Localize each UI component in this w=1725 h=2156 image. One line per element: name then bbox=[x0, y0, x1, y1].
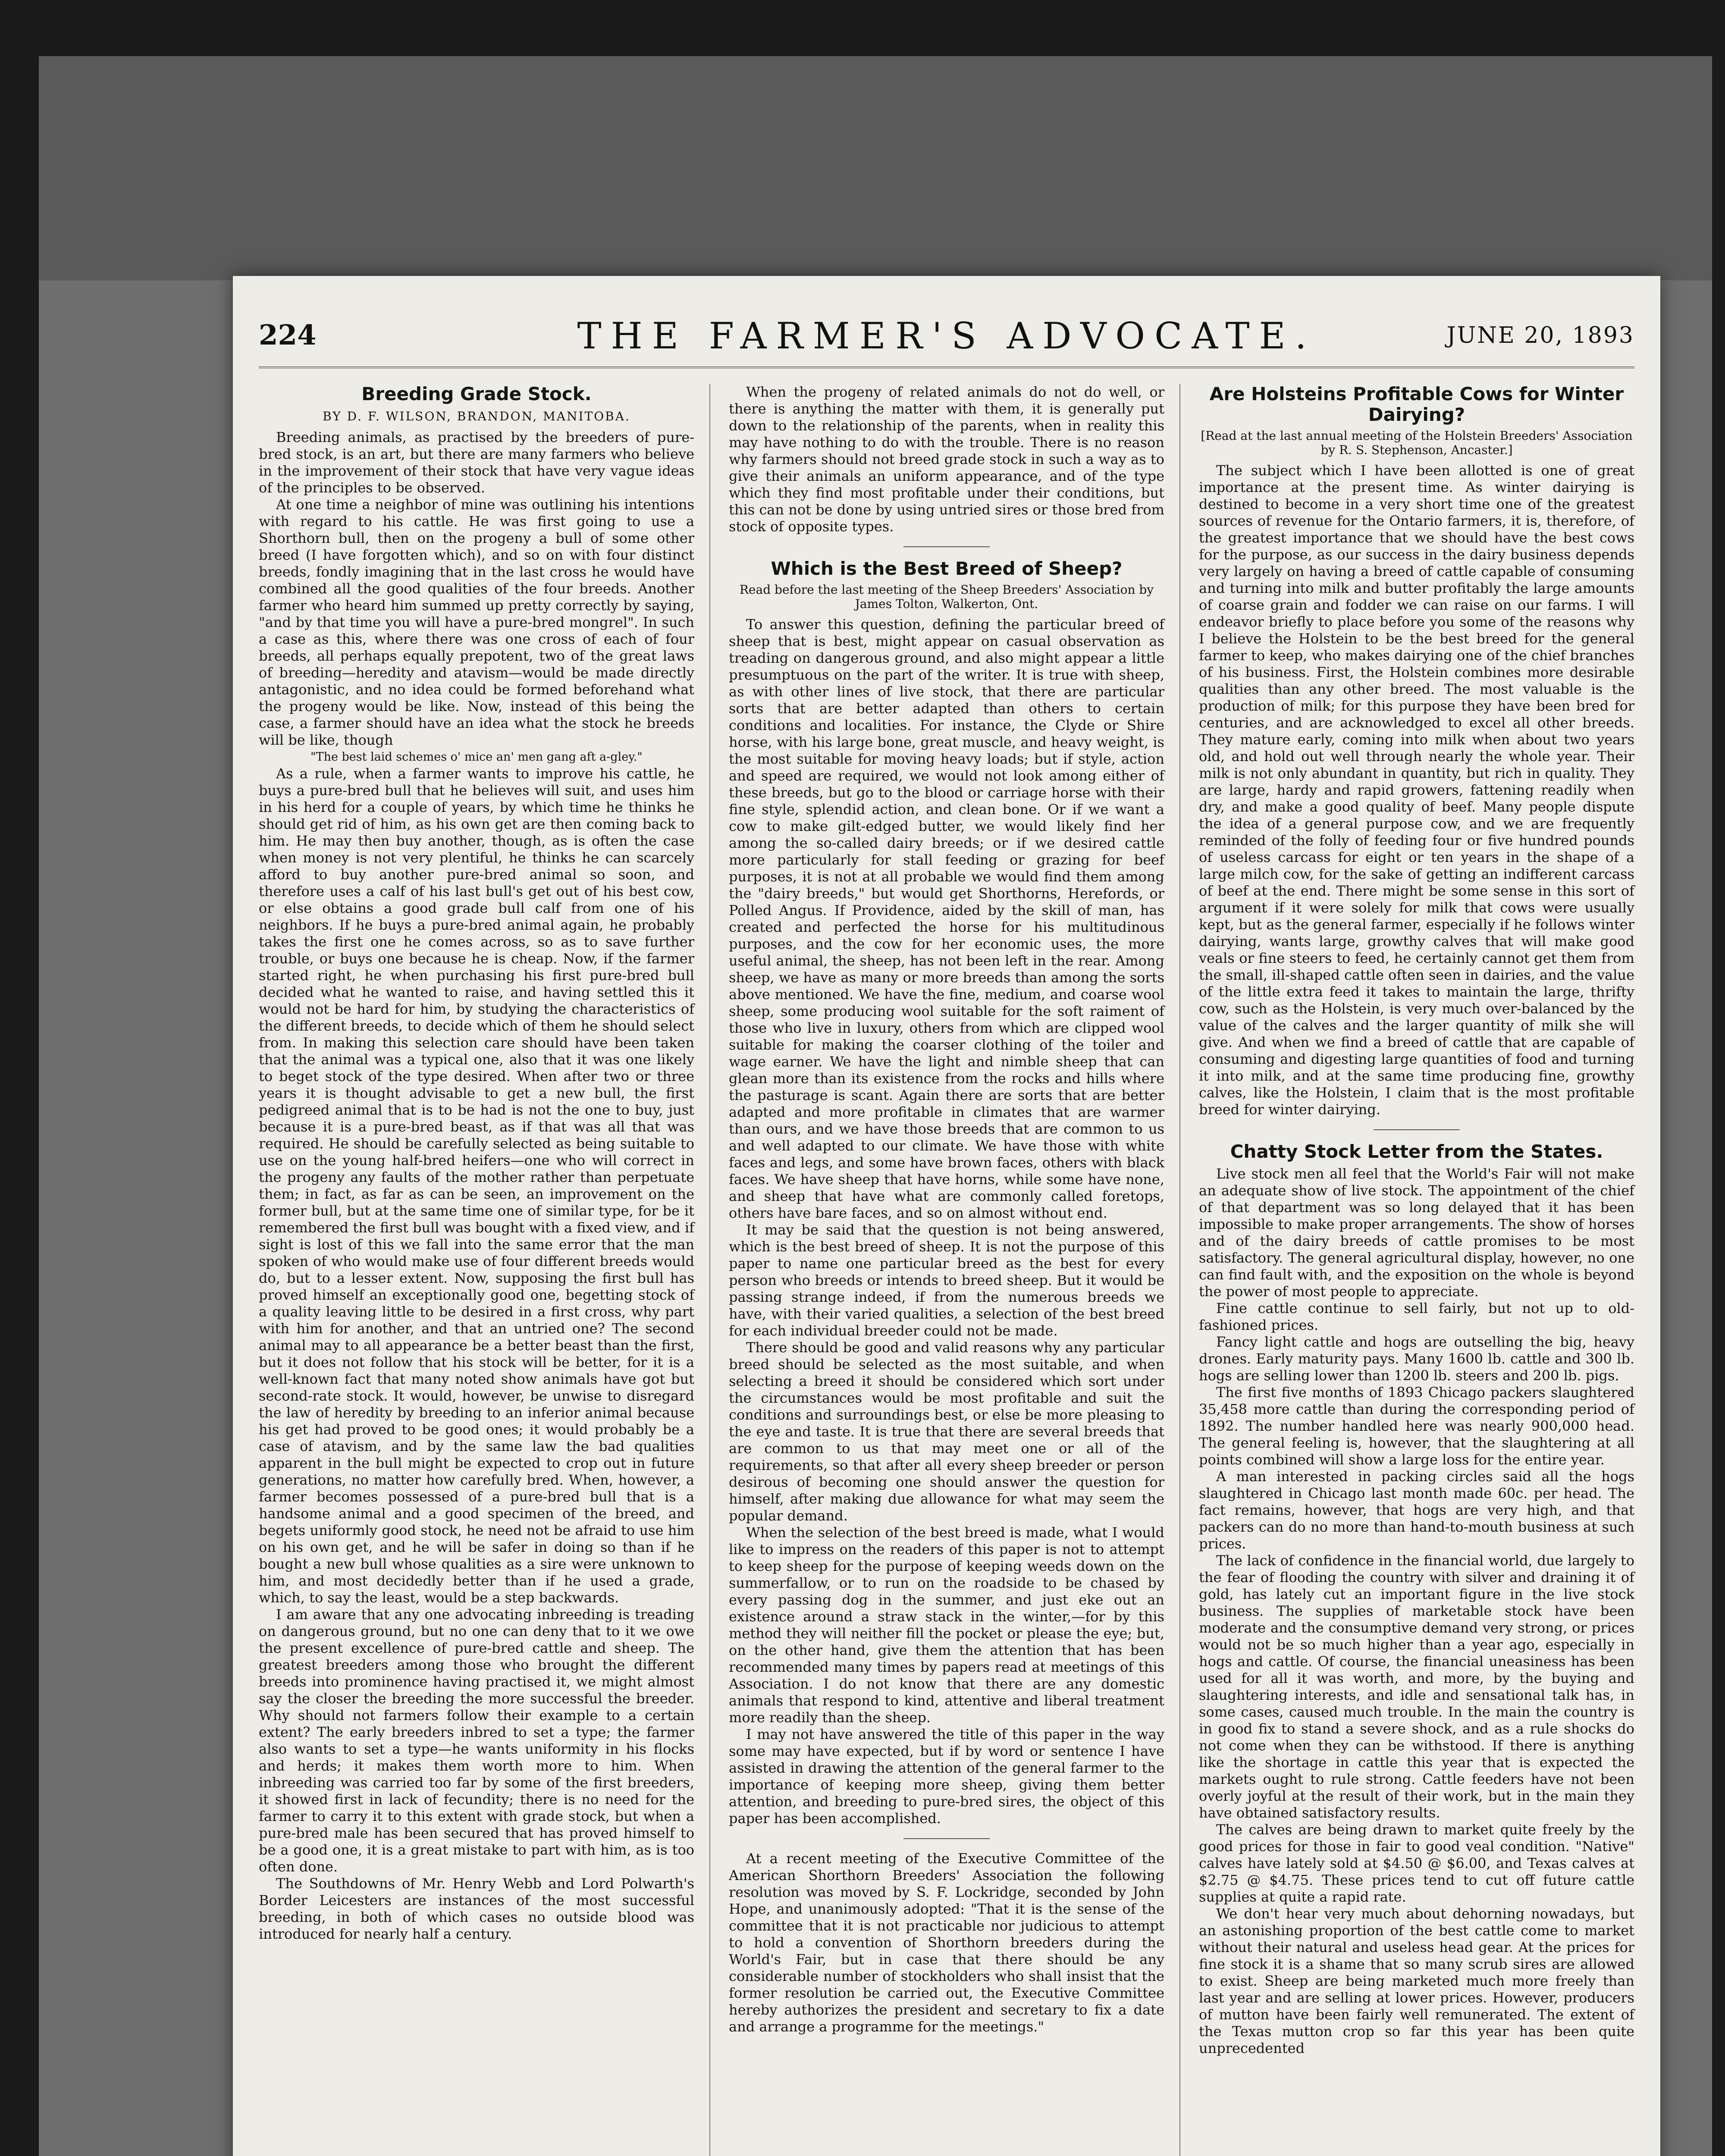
column-rule bbox=[1179, 384, 1180, 2156]
paragraph: A man interested in packing circles said all the hogs slaughtered in Chicago last month made 60c. per head. The fact remains, however, that hogs are very high, and that packers can do no more than hand-to-mouth business at such prices. bbox=[1199, 1468, 1634, 1552]
divider bbox=[1374, 1129, 1460, 1130]
page-number: 224 bbox=[259, 319, 317, 351]
paragraph: We don't hear very much about dehorning nowadays, but an astonishing proportion of the best cattle come to market without their natural and useless head gear. At the prices for fine stock it is a shame that so many scrub sires are allowed to exist. Sheep are being marketed much more freely than last year and are selling at lower prices. However, producers of mutton have been fairly well remunerated. The extent of the Texas mutton crop so far this year has been quite unprecedented bbox=[1199, 1905, 1634, 2056]
masthead: THE FARMER'S ADVOCATE. bbox=[577, 315, 1316, 357]
paragraph: At a recent meeting of the Executive Committee of the American Shorthorn Breeders' Association the following resolution was moved by S. F. Lockridge, seconded by John Hope, and unanimously adopted: "That it is the sense of the committee that it is not practicable nor judicious to attempt to hold a convention of Shorthorn breeders during the World's Fair, but in case that there should be any considerable number of stockholders who shall insist that the former resolution be carried out, the Executive Committee hereby authorizes the president and secretary to fix a date and arrange a programme for the meetings." bbox=[729, 1850, 1164, 2035]
paragraph: The Southdowns of Mr. Henry Webb and Lord Polwarth's Border Leicesters are instances of the most successful breeding, in both of which cases no outside blood was introduced for nearly half a century. bbox=[259, 1875, 694, 1942]
article-note: Read before the last meeting of the Sheep Breeders' Association by James Tolton, Walkerton, Ont. bbox=[739, 583, 1154, 611]
paragraph: Breeding animals, as practised by the breeders of pure-bred stock, is an art, but there are many farmers who believe in the improvement of their stock that have very vague ideas of the principles to be observed. bbox=[259, 429, 694, 496]
article-title: Are Holsteins Profitable Cows for Winter Dairying? bbox=[1209, 383, 1624, 425]
scan-top-shadow bbox=[39, 56, 1712, 280]
paragraph: At one time a neighbor of mine was outlining his intentions with regard to his cattle. He was first going to use a Shorthorn bull, then on the progeny a bull of some other breed (I have forgotten which), and so on with four distinct breeds, fondly imagining that in the last cross he would have combined all the good qualities of the four breeds. Another farmer who heard him summed up pretty correctly by saying, "and by that time you will have a pure-bred mongrel". In such a case as this, where there was one cross of each of four breeds, all perhaps equally prepotent, two of the great laws of breeding—heredity and atavism—would be made directly antagonistic, and no idea could be formed beforehand what the progeny would be like. Now, instead of this being the case, a farmer should have an idea what the stock he breeds will be like, though bbox=[259, 496, 694, 748]
paragraph: When the progeny of related animals do not do well, or there is anything the matter with them, it is generally put down to the relationship of the parents, when in reality this may have nothing to do with the trouble. There is no reason why farmers should not breed grade stock in such a way as to give their animals an uniform appearance, and of the type which they find most profitable under their conditions, but this can not be done by using untried sires or those bred from stock of opposite types. bbox=[729, 384, 1164, 535]
paragraph: As a rule, when a farmer wants to improve his cattle, he buys a pure-bred bull that he believes will suit, and uses him in his herd for a couple of years, by which time he thinks he should get rid of him, as his own get are then coming back to him. He may then buy another, though, as is often the case when money is not very plentiful, he thinks he can scarcely afford to buy another pure-bred animal so soon, and therefore uses a calf of his last bull's get out of his best cow, or else obtains a good grade bull calf from one of his neighbors. If he buys a pure-bred animal again, he probably takes the first one he comes across, so as to save further trouble, or buys one because he is cheap. Now, if the farmer started right, he when purchasing his first pure-bred bull decided what he wanted to raise, and having settled this it would not be hard for him, by studying the characteristics of the different breeds, to decide which of them he should select from. In making this selection care should have been taken that the animal was a typical one, also that it was one likely to beget stock of the type desired. When after two or three years it is thought advisable to get a new bull, the first pedigreed animal that is to be had is not the one to buy, just because it is a pure-bred beast, as if that was all that was required. He should be carefully selected as being suitable to use on the young half-bred heifers—one who will correct in the progeny any faults of the mother rather than perpetuate them; in fact, as far as can be seen, an improvement on the former bull, but at the same time one of similar type, for be it remembered the first bull was bought with a fixed view, and if sight is lost of this we fall into the same error that the man spoken of who would make use of four different breeds would do, but to a lesser extent. Now, supposing the first bull has proved himself an exceptionally good one, begetting stock of a quality leaving little to be desired in a first cross, why part with him for another, and that an untried one? The second animal may to all appearance be a better beast than the first, but it does not follow that his stock will be better, for it is a well-known fact that many noted show animals have got but second-rate stock. It would, however, be unwise to disregard the law of heredity by breeding to an inferior animal because his get had proved to be good ones; it would probably be a case of atavism, and by the same law the bad qualities apparent in the bull might be expected to crop out in future generations, no matter how carefully bred. When, however, a farmer becomes possessed of a pure-bred bull that is a handsome animal and a good specimen of the breed, and begets uniformly good stock, he need not be afraid to use him on his own get, and he will be safer in doing so than if he bought a new bull whose qualities as a sire were unknown to him, and most decidedly better than if he used a grade, which, to say the least, would be a step backwards. bbox=[259, 765, 694, 1606]
article-title: Breeding Grade Stock. bbox=[361, 383, 592, 404]
article-title: Chatty Stock Letter from the States. bbox=[1230, 1141, 1603, 1162]
paragraph: The subject which I have been allotted is one of great importance at the present time. As winter dairying is destined to become in a very short time one of the greatest sources of revenue for the Ontario farmers, it is, therefore, of the greatest importance that we should have the best cows for the purpose, as our success in the dairy business depends very largely on having a breed of cattle capable of consuming and turning into milk and butter profitably the large amounts of coarse grain and fodder we can raise on our farms. I will endeavor briefly to place before you some of the reasons why I believe the Holstein to be the best breed for the general farmer to keep, who makes dairying one of the chief branches of his business. First, the Holstein combines more desirable qualities than any other breed. The most valuable is the production of milk; for this purpose they have been bred for centuries, and are acknowledged to excel all other breeds. They mature early, coming into milk when about two years old, and hold out well through nearly the whole year. Their milk is not only abundant in quantity, but rich in quality. They are large, hardy and rapid growers, fattening readily when dry, and make a good quality of beef. Many people dispute the idea of a general purpose cow, and we are frequently reminded of the folly of feeding four or five hundred pounds of useless carcass for eight or ten years in the shape of a large milch cow, for the sake of getting an indifferent carcass of beef at the end. There might be some sense in this sort of argument if it were solely for milk that cows were usually kept, but as the general farmer, especially if he follows winter dairying, wants large, growthy calves that will make good veals or fine steers to feed, he certainly cannot get them from the small, ill-shaped cattle often seen in dairies, and the value of the little extra feed it takes to maintain the large, thrifty cow, such as the Holstein, is very much over-balanced by the value of the calves and the larger quantity of milk she will give. And when we find a breed of cattle that are capable of consuming and digesting large quantities of food and turning it into milk, and at the same time producing fine, growthy calves, like the Holstein, I claim that is the most profitable breed for winter dairying. bbox=[1199, 462, 1634, 1118]
quote-verse: "The best laid schemes o' mice an' men gang aft a-gley." bbox=[310, 750, 643, 764]
paragraph: It may be said that the question is not being answered, which is the best breed of sheep. It is not the purpose of this paper to name one particular breed as the best for every person who breeds or intends to breed sheep. But it would be passing strange indeed, if from the numerous breeds we have, with their varied qualities, a selection of the best breed for each individual breeder could not be made. bbox=[729, 1222, 1164, 1339]
paragraph: I am aware that any one advocating inbreeding is treading on dangerous ground, but no one can deny that to it we owe the present excellence of pure-bred cattle and sheep. The greatest breeders among those who brought the different breeds into prominence having practised it, we might almost say the closer the breeding the more successful the breeder. Why should not farmers follow their example to a certain extent? The early breeders inbred to set a type; the farmer also wants to set a type—he wants uniformity in his flocks and herds; it makes them worth more to him. When inbreeding was carried too far by some of the first breeders, it showed first in lack of fecundity; there is no need for the farmer to carry it to this extent with grade stock, but when a pure-bred male has been secured that has proved himself to be a good one, it is a great mistake to part with him, as is too often done. bbox=[259, 1606, 694, 1875]
paragraph: There should be good and valid reasons why any particular breed should be selected as the most suitable, and when selecting a breed it should be considered which sort under the circumstances would be most profitable and suit the conditions and surroundings best, or else be more pleasing to the eye and taste. It is true that there are several breeds that are common to us that may meet one or all of the requirements, so that after all every sheep breeder or person desirous of becoming one should answer the question for himself, after making due allowance for what may seem the popular demand. bbox=[729, 1339, 1164, 1524]
paragraph: Fine cattle continue to sell fairly, but not up to old-fashioned prices. bbox=[1199, 1300, 1634, 1333]
paragraph: To answer this question, defining the particular breed of sheep that is best, might appear on casual observation as treading on dangerous ground, and also might appear a little presumptuous on the part of the writer. It is true with sheep, as with other lines of live stock, that there are particular sorts that are better adapted than others to certain conditions and localities. For instance, the Clyde or Shire horse, with his large bone, great muscle, and heavy weight, is the most suitable for moving heavy loads; but if style, action and speed are required, we would not look among either of these breeds, but go to the blood or carriage horse with their fine style, splendid action, and clean bone. Or if we want a cow to make gilt-edged butter, we would likely find her among the so-called dairy breeds; or if we desired cattle more particularly for stall feeding or grazing for beef purposes, it is not at all probable we would find them among the "dairy breeds," but would get Shorthorns, Herefords, or Polled Angus. If Providence, aided by the skill of man, has created and perfected the horse for his multitudinous purposes, and the cow for her economic uses, the more useful animal, the sheep, has not been left in the rear. Among sheep, we have as many or more breeds than among the sorts above mentioned. We have the fine, medium, and coarse wool sheep, some producing wool suitable for the soft raiment of those who live in luxury, others from which are clipped wool suitable for making the coarser clothing of the toiler and wage earner. We have the light and nimble sheep that can glean more than its existence from the rocks and hills where the pasturage is scant. Again there are sorts that are better adapted and more profitable in climates that are warmer than ours, and we have those breeds that are common to us and well adapted to our climate. We have those with white faces and legs, and some have brown faces, others with black faces. We have sheep that have horns, while some have none, and sheep that have what are commonly called foretops, others have bare faces, and so on almost without end. bbox=[729, 616, 1164, 1221]
divider bbox=[903, 546, 990, 547]
newspaper-page bbox=[233, 276, 1660, 2156]
paragraph: I may not have answered the title of this paper in the way some may have expected, but if by word or sentence I have assisted in drawing the attention of the general farmer to the importance of keeping more sheep, giving them better attention, and breeding to pure-bred sires, the object of this paper has been accomplished. bbox=[729, 1726, 1164, 1827]
column-rule bbox=[709, 384, 710, 2156]
paragraph: The calves are being drawn to market quite freely by the good prices for those in fair to good veal condition. "Native" calves have lately sold at $4.50 @ $6.00, and Texas calves at $2.75 @ $4.75. These prices tend to cut off future cattle supplies at quite a rapid rate. bbox=[1199, 1821, 1634, 1905]
column-3 bbox=[1199, 384, 1634, 2057]
divider bbox=[903, 1838, 990, 1839]
paragraph: The first five months of 1893 Chicago packers slaughtered 35,458 more cattle than during the corresponding period of 1892. The number handled here was nearly 900,000 head. The general feeling is, however, that the slaughtering at all points combined will show a large loss for the entire year. bbox=[1199, 1384, 1634, 1468]
article-note: [Read at the last annual meeting of the Holstein Breeders' Association by R. S. Stephenson, Ancaster.] bbox=[1201, 429, 1633, 457]
article-title: Which is the Best Breed of Sheep? bbox=[771, 558, 1123, 579]
paragraph: Fancy light cattle and hogs are outselling the big, heavy drones. Early maturity pays. Many 1600 lb. cattle and 300 lb. hogs are selling lower than 1200 lb. steers and 200 lb. pigs. bbox=[1199, 1334, 1634, 1384]
paragraph: The lack of confidence in the financial world, due largely to the fear of flooding the country with silver and draining it of gold, has lately cut an important figure in the live stock business. The supplies of marketable stock have been moderate and the consumptive demand very strong, or prices would not be so much higher than a year ago, especially in hogs and cattle. Of course, the financial uneasiness has been used for all it was worth, and more, by the buying and slaughtering interests, and idle and sensational talk has, in some cases, caused much trouble. In the main the country is in good fix to stand a severe shock, and as a rule shocks do not come when they can be withstood. If there is anything like the shortage in cattle this year that is expected the markets ought to rule strong. Cattle feeders have not been overly joyful at the result of their work, but in the main they have obtained satisfactory results. bbox=[1199, 1552, 1634, 1821]
column-2 bbox=[729, 384, 1164, 2035]
page-header bbox=[259, 315, 1634, 368]
paragraph: When the selection of the best breed is made, what I would like to impress on the readers of this paper is not to attempt to keep sheep for the purpose of keeping weeds down on the summerfallow, or to run on the roadside to be chased by every passing dog in the summer, and just eke out an existence around a straw stack in the winter,—for by this method they will neither fill the pocket or please the eye; but, on the other hand, give them the attention that has been recommended many times by papers read at meetings of this Association. I do not know that there are any domestic animals that respond to kind, attentive and liberal treatment more readily than the sheep. bbox=[729, 1524, 1164, 1726]
column-1 bbox=[259, 384, 694, 1943]
article-byline: BY D. F. WILSON, BRANDON, MANITOBA. bbox=[323, 409, 630, 423]
paragraph: Live stock men all feel that the World's Fair will not make an adequate show of live stock. The appointment of the chief of that department was so long delayed that it has been impossible to make proper arrangements. The show of horses and of the dairy breeds of cattle promises to be most satisfactory. The general agricultural display, however, no one can find fault with, and the exposition on the whole is beyond the power of most people to appreciate. bbox=[1199, 1166, 1634, 1300]
issue-date: JUNE 20, 1893 bbox=[1446, 323, 1634, 348]
